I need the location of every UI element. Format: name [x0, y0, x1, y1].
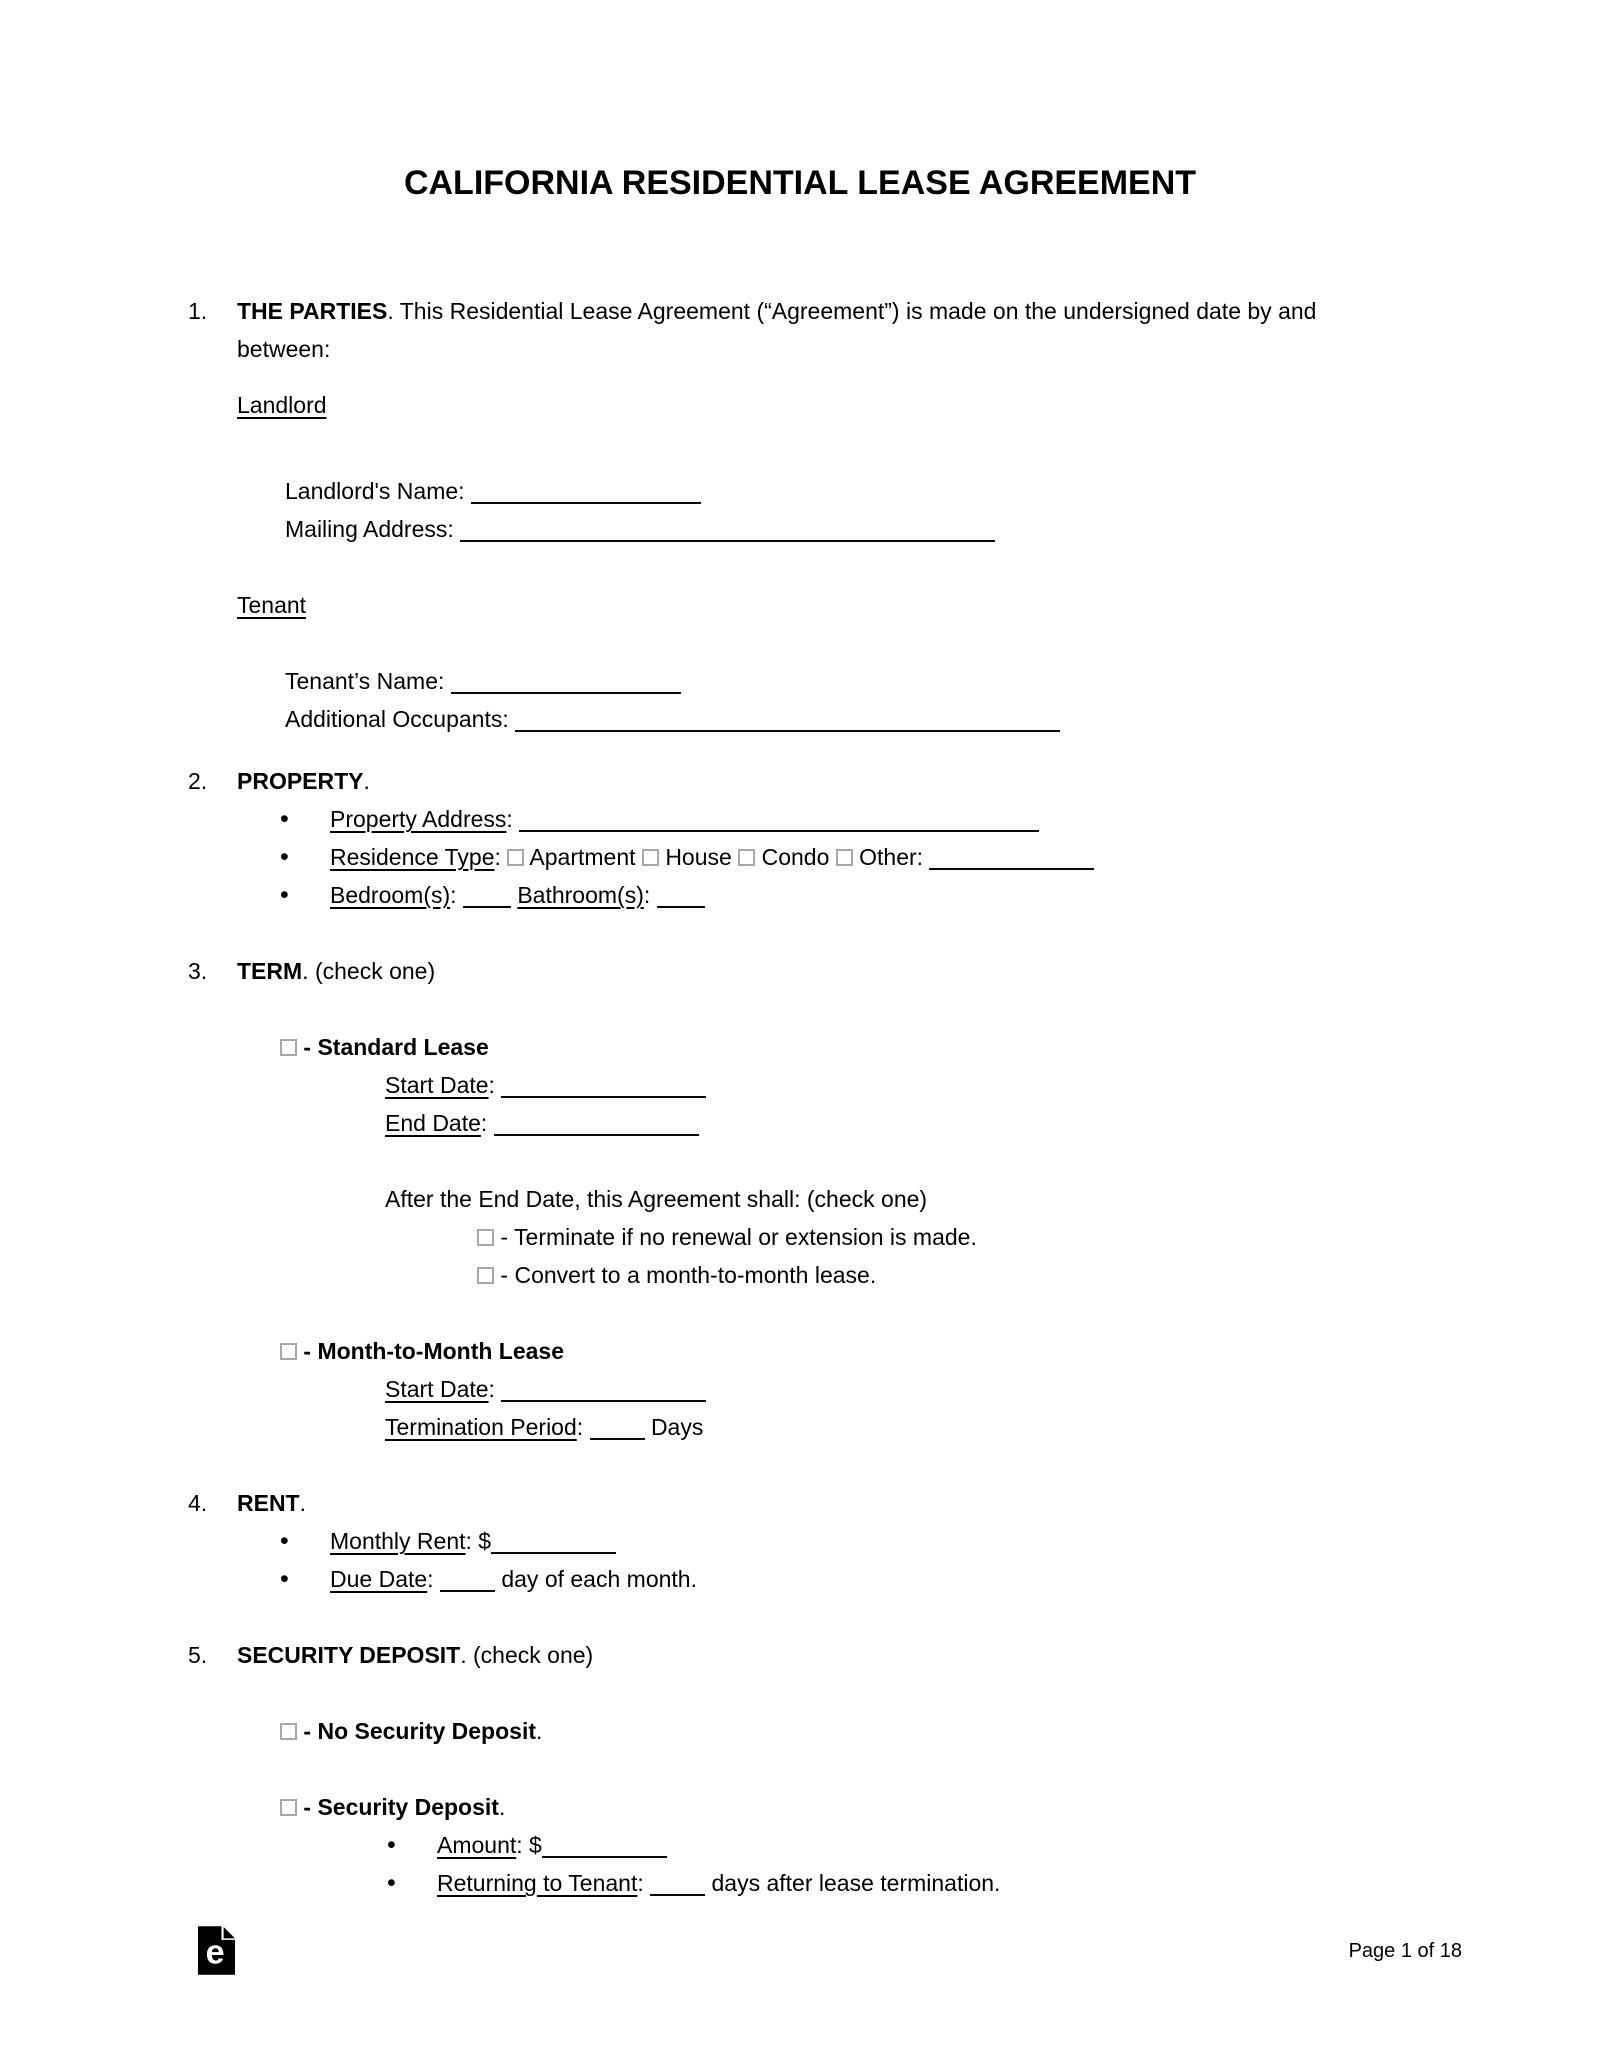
rent-heading-line: [237, 1484, 1352, 1522]
termination-period-row: [237, 1408, 1352, 1446]
monthly-rent-label: Monthly Rent: [330, 1528, 466, 1554]
tenant-name-label: Tenant’s Name: [285, 668, 438, 694]
monthly-rent-row: [237, 1522, 1352, 1560]
rent-heading: RENT: [237, 1490, 300, 1516]
dash: -: [500, 1224, 509, 1250]
section-parties: [188, 292, 1460, 738]
parties-intro-text: . This Residential Lease Agreement (“Agreement”) is made on the undersigned date by and between:: [237, 298, 1317, 362]
colon: :: [576, 1414, 584, 1440]
no-security-deposit-label: No Security Deposit: [317, 1718, 536, 1744]
returning-label: Returning to Tenant: [437, 1870, 638, 1896]
dash: -: [303, 1338, 312, 1364]
standard-end-date-field[interactable]: [494, 1108, 699, 1136]
house-checkbox[interactable]: [642, 849, 659, 866]
security-deposit-heading-line: [237, 1636, 1352, 1674]
logo-letter: e: [205, 1933, 225, 1972]
section-term-number: 3.: [188, 958, 208, 984]
standard-lease-checkbox[interactable]: [280, 1039, 297, 1056]
dollar-sign: $: [529, 1832, 542, 1858]
section-property-number: 2.: [188, 768, 208, 794]
after-end-date-line: After the End Date, this Agreement shall: (check one): [385, 1186, 928, 1212]
dash: -: [500, 1262, 509, 1288]
dash: -: [303, 1034, 312, 1060]
due-date-field[interactable]: [440, 1564, 495, 1592]
no-security-deposit-row: [237, 1712, 1352, 1750]
eforms-logo: [198, 1926, 235, 1975]
other-checkbox[interactable]: [836, 849, 853, 866]
colon: :: [465, 1528, 472, 1554]
period: .: [498, 1794, 506, 1820]
section-rent-number: 4.: [188, 1490, 208, 1516]
dollar-sign: $: [478, 1528, 492, 1554]
termination-period-field[interactable]: [590, 1412, 645, 1440]
security-deposit-row: [237, 1788, 1352, 1826]
standard-lease-label: Standard Lease: [317, 1034, 489, 1060]
due-date-row: [237, 1560, 1352, 1598]
bedrooms-field[interactable]: [463, 880, 511, 908]
condo-option-label: Condo: [761, 844, 830, 870]
property-heading: PROPERTY: [237, 768, 364, 794]
due-date-label: Due Date: [330, 1566, 428, 1592]
m2m-start-date-row: [237, 1370, 1352, 1408]
landlord-name-label: Landlord's Name: [285, 478, 459, 504]
colon: :: [637, 1870, 644, 1896]
colon: :: [506, 806, 513, 832]
mailing-address-field[interactable]: [460, 514, 995, 542]
standard-lease-row: [237, 1028, 1352, 1066]
parties-heading: THE PARTIES: [237, 298, 388, 324]
terminate-option-label: Terminate if no renewal or extension is made.: [514, 1224, 977, 1250]
tenant-subheading-line: [237, 586, 1352, 624]
security-deposit-heading: SECURITY DEPOSIT: [237, 1642, 461, 1668]
mailing-address-row: [285, 510, 1352, 548]
property-address-row: [237, 800, 1352, 838]
convert-option-label: Convert to a month-to-month lease.: [514, 1262, 877, 1288]
property-address-label: Property Address: [330, 806, 507, 832]
dash: -: [303, 1718, 312, 1744]
month-to-month-row: [237, 1332, 1352, 1370]
property-heading-line: [237, 762, 1352, 800]
start-date-label: Start Date: [385, 1072, 489, 1098]
additional-occupants-label: Additional Occupants: [285, 706, 503, 732]
parties-intro-line: [237, 292, 1352, 368]
colon: :: [488, 1072, 495, 1098]
period: .: [363, 768, 370, 794]
bathrooms-label: Bathroom(s): [517, 882, 644, 908]
landlord-subheading-line: [237, 386, 1352, 424]
residence-type-row: [237, 838, 1352, 876]
residence-type-label: Residence Type: [330, 844, 495, 870]
section-security-deposit: [188, 1636, 1460, 1902]
colon: :: [447, 516, 454, 542]
section-security-deposit-number: 5.: [188, 1642, 208, 1668]
amount-row: [237, 1826, 1352, 1864]
m2m-start-date-label: Start Date: [385, 1376, 489, 1402]
due-date-suffix: day of each month.: [501, 1566, 697, 1592]
monthly-rent-field[interactable]: [491, 1526, 616, 1554]
convert-checkbox[interactable]: [477, 1267, 494, 1284]
page-title: CALIFORNIA RESIDENTIAL LEASE AGREEMENT: [403, 164, 1197, 202]
additional-occupants-row: [285, 700, 1352, 738]
landlord-name-field[interactable]: [471, 476, 701, 504]
landlord-name-row: [285, 472, 1352, 510]
document-icon: [198, 1926, 235, 1975]
tenant-name-row: [285, 662, 1352, 700]
standard-end-date-row: [237, 1104, 1352, 1142]
termination-period-suffix: Days: [650, 1414, 704, 1440]
period: .: [299, 1490, 307, 1516]
colon: :: [916, 844, 924, 870]
termination-period-label: Termination Period: [385, 1414, 577, 1440]
additional-occupants-field[interactable]: [515, 704, 1060, 732]
terminate-option-row: [237, 1218, 1352, 1256]
amount-field[interactable]: [542, 1830, 667, 1858]
apartment-option-label: Apartment: [529, 844, 636, 870]
security-deposit-label: Security Deposit: [317, 1794, 499, 1820]
standard-start-date-field[interactable]: [501, 1070, 706, 1098]
other-option-label: Other: [859, 844, 917, 870]
security-deposit-checkbox[interactable]: [280, 1799, 297, 1816]
colon: :: [438, 668, 445, 694]
bedrooms-label: Bedroom(s): [330, 882, 451, 908]
bed-bath-row: [237, 876, 1352, 914]
section-property: [188, 762, 1460, 914]
colon: :: [494, 844, 501, 870]
bathrooms-field[interactable]: [657, 880, 705, 908]
colon: :: [458, 478, 465, 504]
apartment-checkbox[interactable]: [507, 849, 524, 866]
dash: -: [303, 1794, 312, 1820]
colon: :: [643, 882, 651, 908]
tenant-subheading: Tenant: [237, 592, 307, 618]
mailing-address-label: Mailing Address: [285, 516, 448, 542]
terminate-checkbox[interactable]: [477, 1229, 494, 1246]
amount-label: Amount: [437, 1832, 517, 1858]
convert-option-row: [237, 1256, 1352, 1294]
landlord-subheading: Landlord: [237, 392, 327, 418]
section-parties-number: 1.: [188, 298, 208, 324]
period: .: [536, 1718, 543, 1744]
colon: :: [502, 706, 509, 732]
condo-checkbox[interactable]: [738, 849, 755, 866]
m2m-start-date-field[interactable]: [501, 1374, 706, 1402]
colon: :: [480, 1110, 488, 1136]
month-to-month-checkbox[interactable]: [280, 1343, 297, 1360]
section-rent: [188, 1484, 1460, 1598]
property-address-field[interactable]: [519, 804, 1039, 832]
other-residence-field[interactable]: [929, 842, 1094, 870]
colon: :: [516, 1832, 523, 1858]
returning-row: [237, 1864, 1352, 1902]
section-term: [188, 952, 1460, 1446]
standard-start-date-row: [237, 1066, 1352, 1104]
returning-field[interactable]: [650, 1868, 705, 1896]
colon: :: [450, 882, 457, 908]
security-deposit-heading-suffix: . (check one): [460, 1642, 594, 1668]
house-option-label: House: [665, 844, 732, 870]
colon: :: [427, 1566, 434, 1592]
colon: :: [488, 1376, 495, 1402]
end-date-label: End Date: [385, 1110, 481, 1136]
term-heading: TERM: [237, 958, 303, 984]
page-indicator: Page 1 of 18: [1348, 1940, 1462, 1962]
tenant-name-field[interactable]: [451, 666, 681, 694]
month-to-month-label: Month-to-Month Lease: [317, 1338, 565, 1364]
term-heading-line: [237, 952, 1352, 990]
no-security-deposit-checkbox[interactable]: [280, 1723, 297, 1740]
returning-suffix: days after lease termination.: [711, 1870, 1001, 1896]
term-heading-suffix: . (check one): [302, 958, 436, 984]
